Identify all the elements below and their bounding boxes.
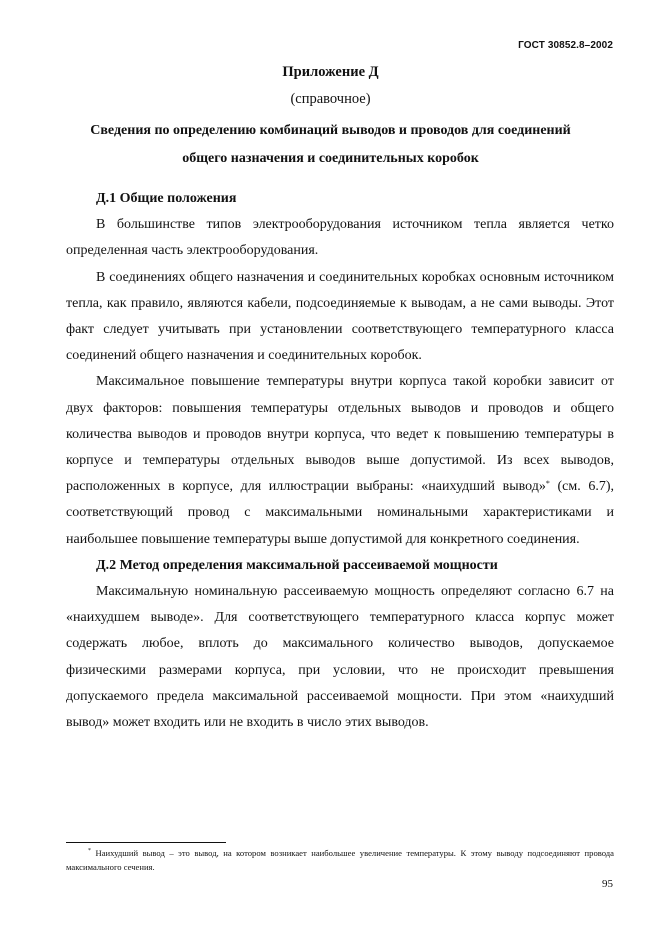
document-body (66, 186, 614, 736)
appendix-heading-line2: общего назначения и соединительных коробок (182, 151, 479, 166)
paragraph-with-footnote (66, 369, 614, 552)
footnote-separator (66, 842, 226, 843)
paragraph-text: Максимальное повышение температуры внутри корпуса такой коробки зависит от двух факторов: повышения температуры отдельных выводов и проводов и общего количества выводов и проводов внутри корпуса, что ведет к повышению температуры в корпусе и температуры отдельных выводов выше допустимой. Из всех выводов, расположенных в корпусе, для иллюстрации выбраны: «наихудший вывод» (66, 374, 614, 495)
footnote-text: Наихудший вывод – это вывод, на котором возникает наибольшее увеличение температуры. К этому выводу подсоединяют провода максимального сечения. (66, 848, 614, 872)
appendix-title: Приложение Д (282, 64, 379, 80)
appendix-heading (0, 117, 661, 173)
paragraph: В большинстве типов электрооборудования источником тепла является четко определенная часть электрооборудования. (66, 217, 614, 259)
footnote-mark: * (88, 848, 91, 854)
standard-code: ГОСТ 30852.8–2002 (518, 40, 613, 51)
section-heading-d1: Д.1 Общие положения (96, 191, 237, 206)
paragraph-text-tail: (см. 6.7), соответствующий провод с максимальными номинальными характеристиками и наибольшее повышение температуры выше допустимой для конкретного соединения. (66, 479, 614, 547)
paragraph: Максимальную номинальную рассеиваемую мощность определяют согласно 6.7 на «наихудшем выводе». Для соответствующего температурного класса корпус может содержать любое, вплоть до максимального количество выводов, допускаемое физическими размерами корпуса, при условии, что не происходит превышения допускаемого предела максимальной рассеиваемой мощности. При этом «наихудший вывод» может входить или не входить в число этих выводов. (66, 584, 614, 731)
page-number: 95 (602, 878, 613, 890)
paragraph: В соединениях общего назначения и соединительных коробках основным источником тепла, как правило, являются кабели, подсоединяемые к выводам, а не сами выводы. Этот факт следует учитывать при установлении соответствующего температурного класса соединений общего назначения и соединительных коробок. (66, 269, 614, 364)
footnote-reference: * (545, 479, 550, 489)
appendix-subtitle: (справочное) (290, 91, 371, 107)
section-heading-d2: Д.2 Метод определения максимальной рассеиваемой мощности (96, 557, 498, 573)
appendix-heading-line1: Сведения по определению комбинаций выводов и проводов для соединений (90, 123, 571, 138)
footnote (66, 846, 614, 874)
